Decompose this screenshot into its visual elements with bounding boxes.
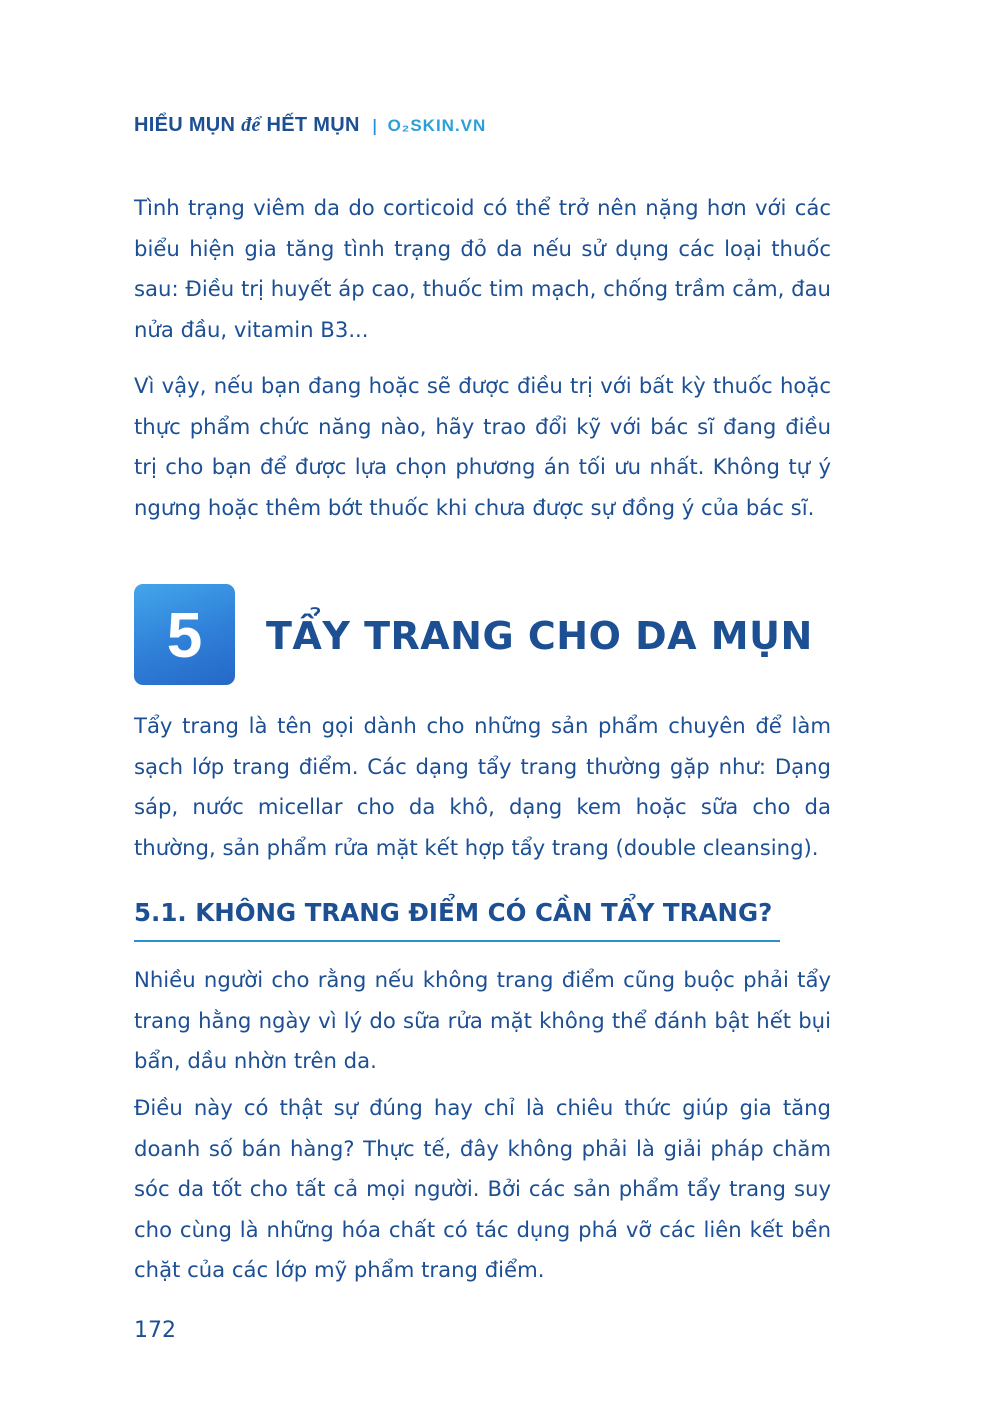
- book-title-part3: HẾT MỤN: [266, 114, 360, 136]
- section-title: TẨY TRANG CHO DA MỤN: [266, 614, 813, 658]
- running-header: [134, 114, 486, 137]
- header-separator: |: [371, 116, 378, 135]
- subsection-paragraph-1: Nhiều người cho rằng nếu không trang điểm cũng buộc phải tẩy trang hằng ngày vì lý do sữa rửa mặt không thể đánh bật hết bụi bẩn, dầu nhờn trên da.: [134, 967, 831, 1073]
- intro-paragraph-2: Vì vậy, nếu bạn đang hoặc sẽ được điều trị với bất kỳ thuốc hoặc thực phẩm chức năng nào, hãy trao đổi kỹ với bác sĩ đang điều trị cho bạn để được lựa chọn phương án tối ưu nhất. Không tự ý ngưng hoặc thêm bớt thuốc khi chưa được sự đồng ý của bác sĩ.: [134, 373, 831, 520]
- book-title-part1: HIỂU MỤN: [134, 114, 236, 136]
- book-title: [134, 114, 360, 137]
- book-title-part2: để: [241, 114, 261, 136]
- page-number: 172: [134, 1318, 176, 1343]
- site-name: O₂SKIN.VN: [387, 116, 487, 135]
- subsection-paragraph-2: Điều này có thật sự đúng hay chỉ là chiêu thức giúp gia tăng doanh số bán hàng? Thực tế, đây không phải là giải pháp chăm sóc da tốt cho tất cả mọi người. Bởi các sản phẩm tẩy trang suy cho cùng là những hóa chất có tác dụng phá vỡ các liên kết bền chặt của các lớp mỹ phẩm trang điểm.: [134, 1095, 831, 1282]
- subsection-heading: 5.1. KHÔNG TRANG ĐIỂM CÓ CẦN TẨY TRANG?: [134, 898, 773, 927]
- section-intro-paragraph: Tẩy trang là tên gọi dành cho những sản phẩm chuyên để làm sạch lớp trang điểm. Các dạng tẩy trang thường gặp như: Dạng sáp, nước micellar cho da khô, dạng kem hoặc sữa cho da thường, sản phẩm rửa mặt kết hợp tẩy trang (double cleansing).: [134, 713, 831, 860]
- subsection-underline: [134, 940, 780, 942]
- intro-paragraph-1: Tình trạng viêm da do corticoid có thể trở nên nặng hơn với các biểu hiện gia tăng tình trạng đỏ da nếu sử dụng các loại thuốc sau: Điều trị huyết áp cao, thuốc tim mạch, chống trầm cảm, đau nửa đầu, vitamin B3...: [134, 195, 831, 342]
- section-number-badge: 5: [134, 584, 235, 685]
